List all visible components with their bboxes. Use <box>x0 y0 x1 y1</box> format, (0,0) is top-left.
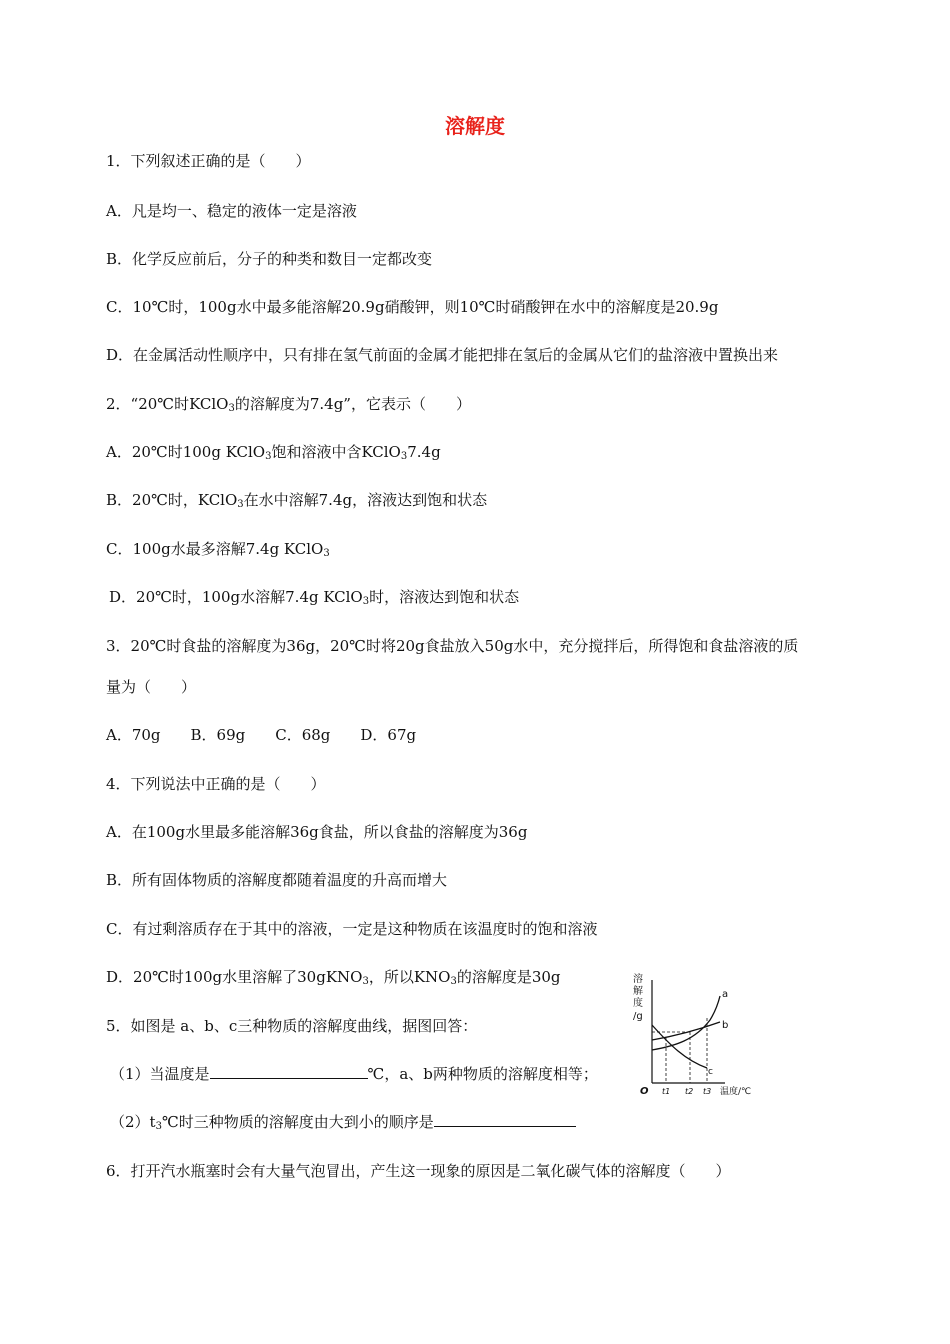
graph-tick-t3: t3 <box>703 1087 712 1096</box>
q2-option-b: B．20℃时，KClO$_3$在水中溶解7.4g，溶液达到饱和状态 <box>106 491 488 510</box>
q6-stem: 6．打开汽水瓶塞时会有大量气泡冒出，产生这一现象的原因是二氧化碳气体的溶解度（ ） <box>106 1162 731 1180</box>
q4-option-b: B．所有固体物质的溶解度都随着温度的升高而增大 <box>106 871 448 889</box>
q1-option-a: A．凡是均一、稳定的液体一定是溶液 <box>106 202 357 220</box>
graph-y-label-3: 度 <box>633 998 643 1009</box>
graph-y-label-4: /g <box>633 1011 643 1022</box>
q5-stem: 5．如图是 a、b、c三种物质的溶解度曲线，据图回答： <box>106 1017 478 1035</box>
q3-stem-line2: 量为（ ） <box>106 678 197 696</box>
q3-stem-line1: 3．20℃时食盐的溶解度为36g，20℃时将20g食盐放入50g水中，充分搅拌后，所得饱和食盐溶液的质 <box>106 637 799 655</box>
page-title: 溶解度 <box>445 114 505 138</box>
graph-tick-t2: t2 <box>685 1087 694 1096</box>
graph-curve-b <box>652 1022 720 1040</box>
q2-option-c: C．100g水最多溶解7.4g KClO$_3$ <box>106 540 330 559</box>
q2-option-a: A．20℃时100g KClO$_3$饱和溶液中含KClO$_3$7.4g <box>106 443 441 462</box>
q1-stem: 1．下列叙述正确的是（ ） <box>106 152 311 170</box>
solubility-curve-figure <box>630 970 770 1100</box>
graph-curve-label-a: a <box>722 989 729 1000</box>
q4-stem: 4．下列说法中正确的是（ ） <box>106 775 326 793</box>
q4-option-a: A．在100g水里最多能溶解36g食盐，所以食盐的溶解度为36g <box>106 823 528 841</box>
q3-options: A．70g B．69g C．68g D．67g <box>106 726 417 744</box>
q1-option-b: B．化学反应前后，分子的种类和数目一定都改变 <box>106 250 433 268</box>
graph-tick-t1: t1 <box>662 1087 671 1096</box>
q5-part2-blank[interactable] <box>434 1112 576 1127</box>
q4-option-c: C．有过剩溶质存在于其中的溶液，一定是这种物质在该温度时的饱和溶液 <box>106 920 598 938</box>
q2-stem: 2．“20℃时KClO$_3$的溶解度为7.4g”，它表示（ ） <box>106 395 471 414</box>
q5-part1: （1）当温度是 ℃，a、b两种物质的溶解度相等； <box>110 1065 598 1083</box>
q1-option-d: D．在金属活动性顺序中，只有排在氢气前面的金属才能把排在氢后的金属从它们的盐溶液中置换出来 <box>106 346 779 364</box>
q5-part2: $(2)t_3℃$时三种物质的溶解度由大到小的顺序是 <box>110 1111 576 1132</box>
q2-option-d: D．20℃时，100g水溶解7.4g KClO$_3$时，溶液达到饱和状态 <box>109 588 520 607</box>
graph-y-label-2: 解 <box>633 986 643 997</box>
q1-option-c: C．10℃时，100g水中最多能溶解20.9g硝酸钾，则10℃时硝酸钾在水中的溶解度是20.9g <box>106 298 719 316</box>
q4-option-d: D．20℃时100g水里溶解了30gKNO$_3$，所以$KNO_3$的溶解度是30g <box>106 968 561 987</box>
q5-part1-blank[interactable] <box>210 1064 368 1079</box>
graph-y-label-1: 溶 <box>633 974 643 985</box>
graph-curve-label-b: b <box>722 1020 729 1031</box>
graph-origin: O <box>640 1086 649 1097</box>
graph-curve-label-c: c <box>708 1067 713 1077</box>
graph-x-label: 温度/℃ <box>720 1087 752 1097</box>
graph-curve-a <box>652 996 720 1050</box>
